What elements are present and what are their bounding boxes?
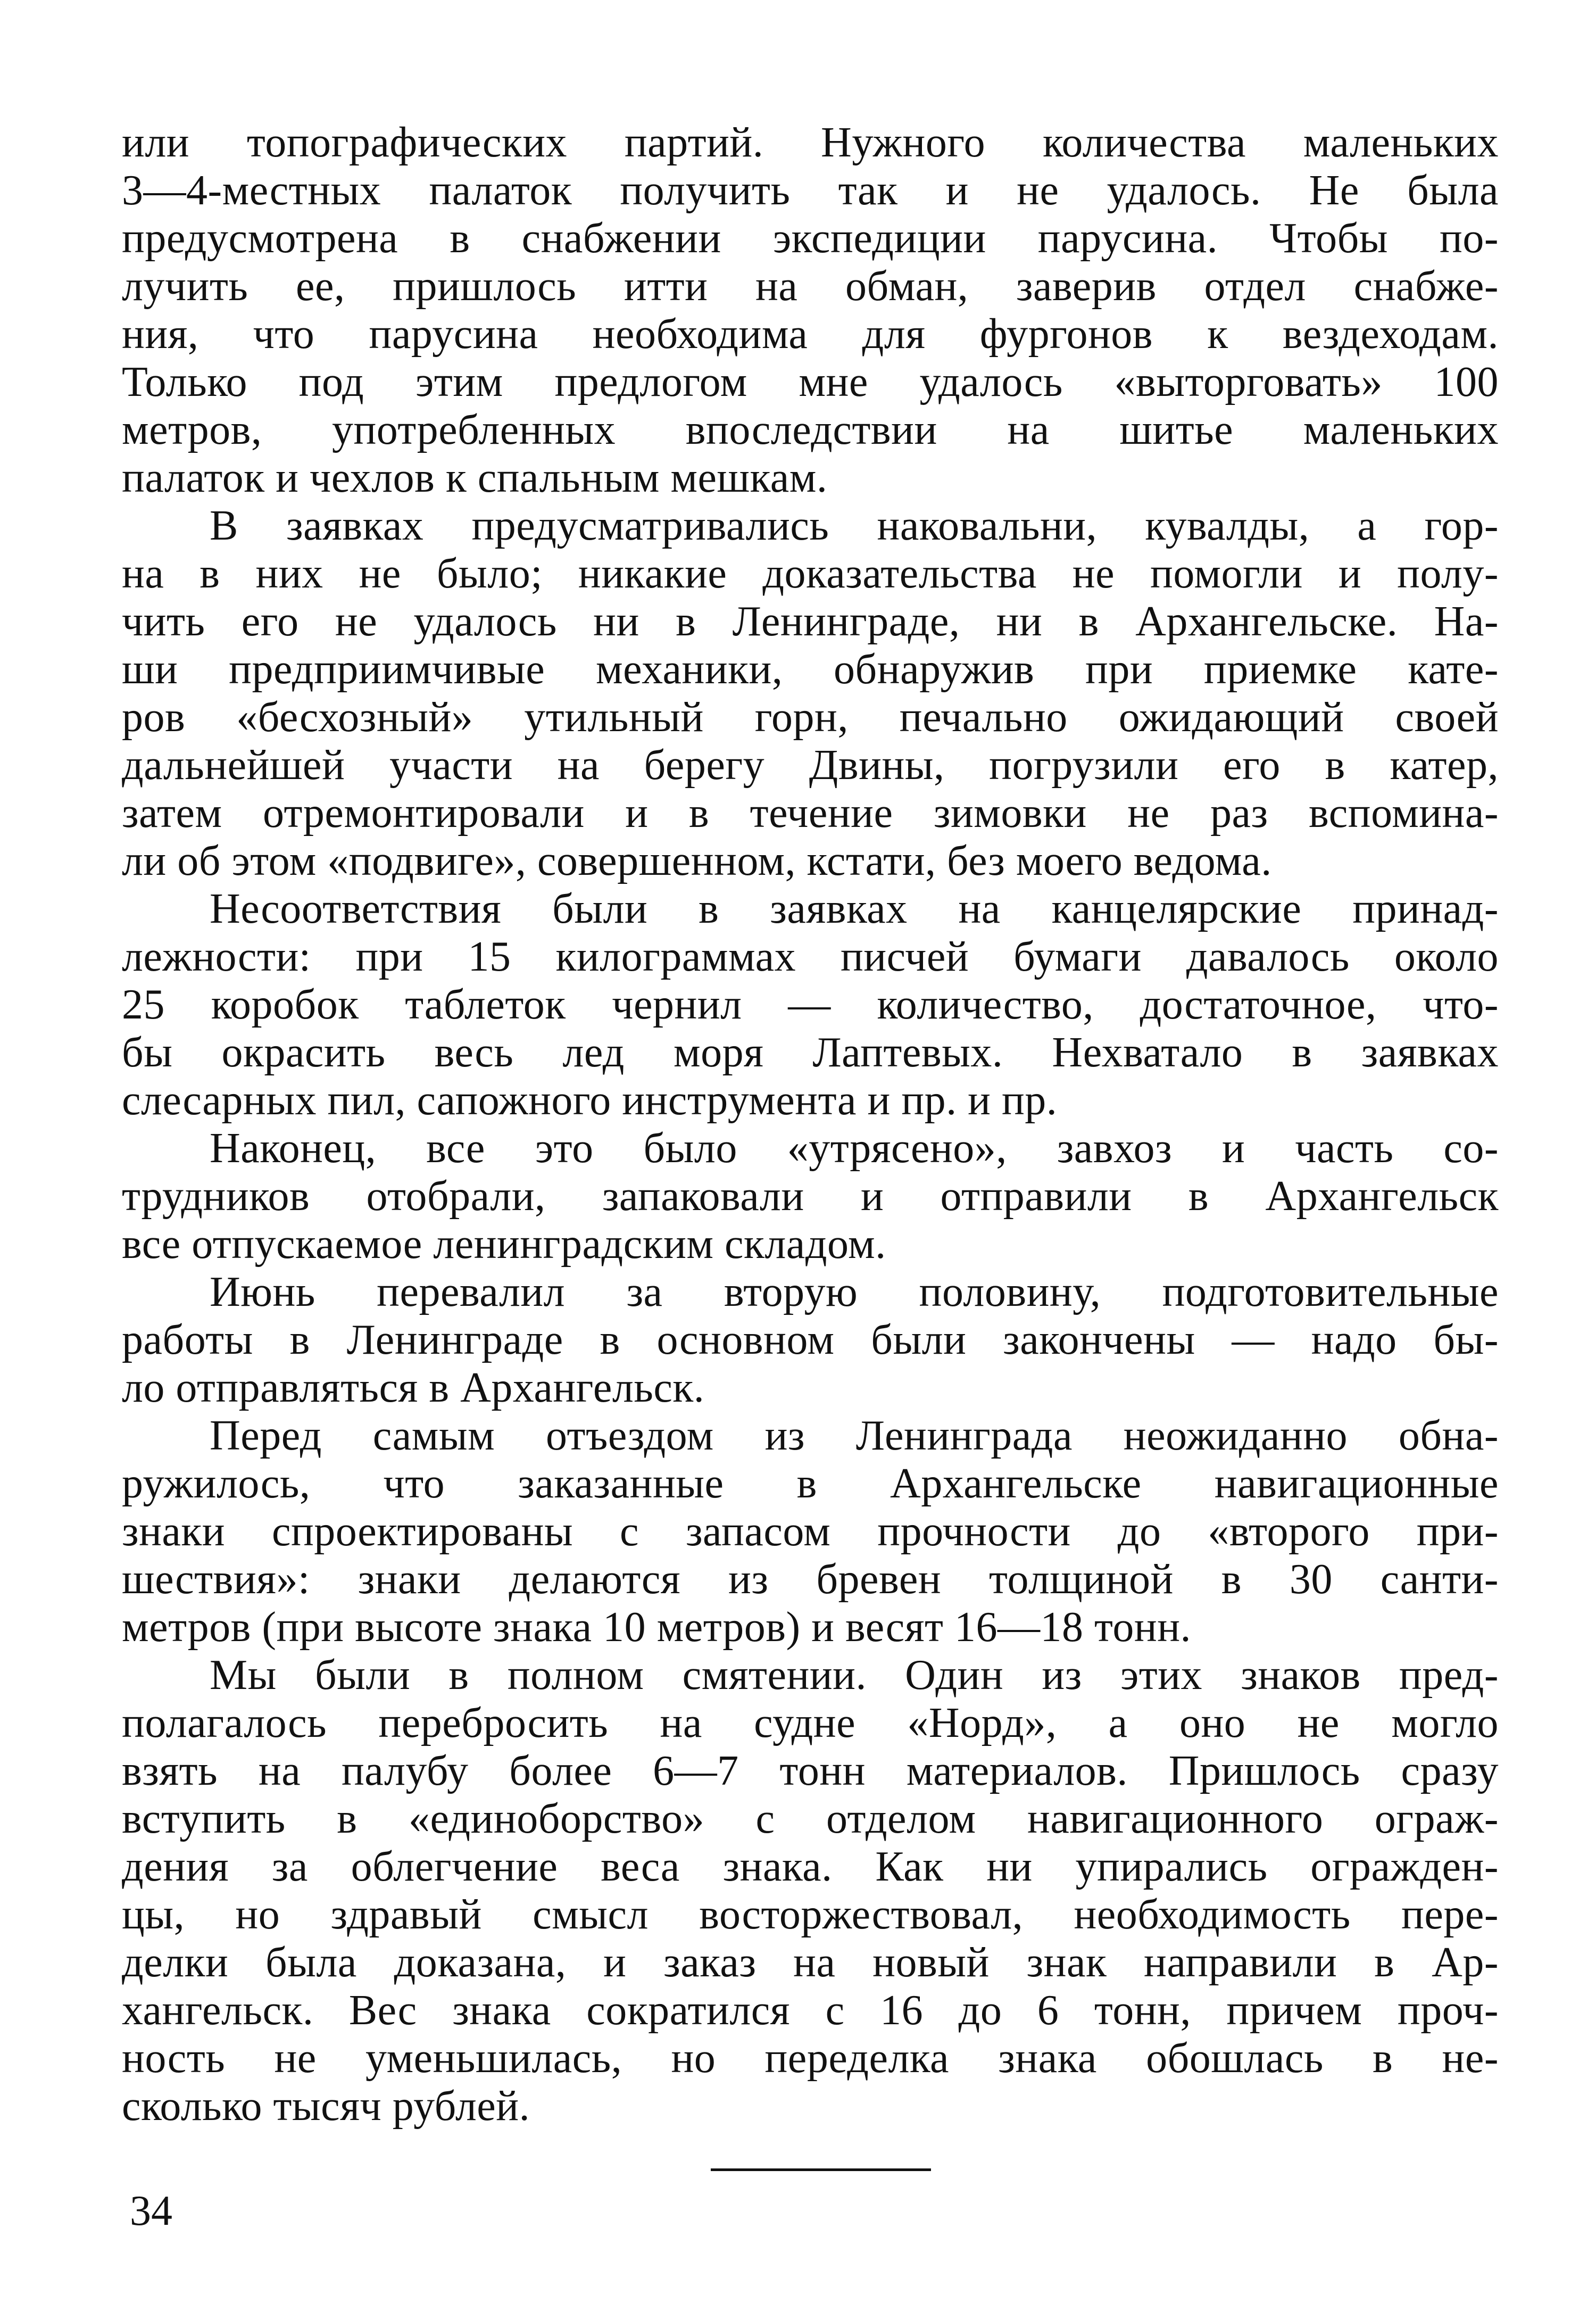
paragraph [122,885,1499,1124]
text-line: взять на палубу более 6—7 тонн материалов. Пришлось сразу [122,1748,1499,1794]
text-line: дения за облегчение веса знака. Как ни упирались огражден- [122,1843,1499,1890]
text-line: метров, употребленных впоследствии на шитье маленьких [122,407,1499,453]
text-line: Несоответствия были в заявках на канцелярские принад- [210,885,1499,932]
text-line: полагалось перебросить на судне «Норд», а оно не могло [122,1700,1499,1746]
text-line: слесарных пил, сапожного инструмента и пр. и пр. [122,1077,1058,1124]
text-line: ли об этом «подвиге», совершенном, кстати, без моего ведома. [122,838,1272,884]
text-line: Только под этим предлогом мне удалось «выторговать» 100 [122,359,1499,405]
text-line: бы окрасить весь лед моря Лаптевых. Нехватало в заявках [122,1029,1499,1076]
text-line: чить его не удалось ни в Ленинграде, ни в Архангельске. На- [122,598,1499,645]
text-line: сколько тысяч рублей. [122,2083,530,2130]
paragraph [122,1268,1499,1412]
text-line: делки была доказана, и заказ на новый знак направили в Ар- [122,1939,1499,1986]
text-line: метров (при высоте знака 10 метров) и весят 16—18 тонн. [122,1604,1192,1651]
text-line: трудников отобрали, запаковали и отправили в Архангельск [122,1173,1499,1220]
text-line: работы в Ленинграде в основном были закончены — надо бы- [122,1316,1499,1363]
text-line: цы, но здравый смысл восторжествовал, необходимость пере- [122,1891,1499,1938]
text-line: ность не уменьшилась, но переделка знака обошлась в не- [122,2035,1499,2082]
text-line: Перед самым отъездом из Ленинграда неожиданно обна- [210,1412,1499,1459]
text-line: лежности: при 15 килограммах писчей бумаги давалось около [122,933,1499,980]
text-line: вступить в «единоборство» с отделом навигационного ограж- [122,1795,1499,1842]
text-line: ло отправляться в Архангельск. [122,1364,705,1411]
text-line: Наконец, все это было «утрясено», завхоз и часть со- [210,1125,1499,1172]
page-number: 34 [130,2188,172,2234]
text-line: ров «бесхозный» утильный горн, печально ожидающий своей [122,694,1499,741]
text-line: 3—4-местных палаток получить так и не удалось. Не была [122,167,1499,214]
text-line: лучить ее, пришлось итти на обман, заверив отдел снабже- [122,263,1499,310]
paragraph [122,1651,1499,2130]
text-line: ши предприимчивые механики, обнаружив при приемке кате- [122,646,1499,693]
text-line: предусмотрена в снабжении экспедиции парусина. Чтобы по- [122,215,1499,262]
text-line: ружилось, что заказанные в Архангельске навигационные [122,1460,1499,1507]
paragraph [122,1412,1499,1651]
text-line: Мы были в полном смятении. Один из этих знаков пред- [210,1652,1499,1699]
text-line: шествия»: знаки делаются из бревен толщиной в 30 санти- [122,1556,1499,1603]
paragraph [122,1124,1499,1268]
text-line: на в них не было; никакие доказательства не помогли и полу- [122,550,1499,597]
paragraph [122,119,1499,502]
text-line: все отпускаемое ленинградским складом. [122,1221,886,1268]
text-line: В заявках предусматривались наковальни, кувалды, а гор- [210,502,1499,549]
text-line: палаток и чехлов к спальным мешкам. [122,454,828,501]
text-line: хангельск. Вес знака сократился с 16 до 6 тонн, причем проч- [122,1987,1499,2034]
paragraph [122,502,1499,885]
text-line: Июнь перевалил за вторую половину, подготовительные [210,1269,1499,1315]
text-line: или топографических партий. Нужного количества маленьких [122,119,1499,166]
section-divider [711,2168,931,2171]
text-line: дальнейшей участи на берегу Двины, погрузили его в катер, [122,742,1499,789]
text-line: знаки спроектированы с запасом прочности до «второго при- [122,1508,1499,1555]
text-line: затем отремонтировали и в течение зимовки не раз вспомина- [122,790,1499,837]
text-line: ния, что парусина необходима для фургонов к вездеходам. [122,311,1499,358]
text-line: 25 коробок таблеток чернил — количество, достаточное, что- [122,981,1499,1028]
book-page-text [122,119,1499,2130]
